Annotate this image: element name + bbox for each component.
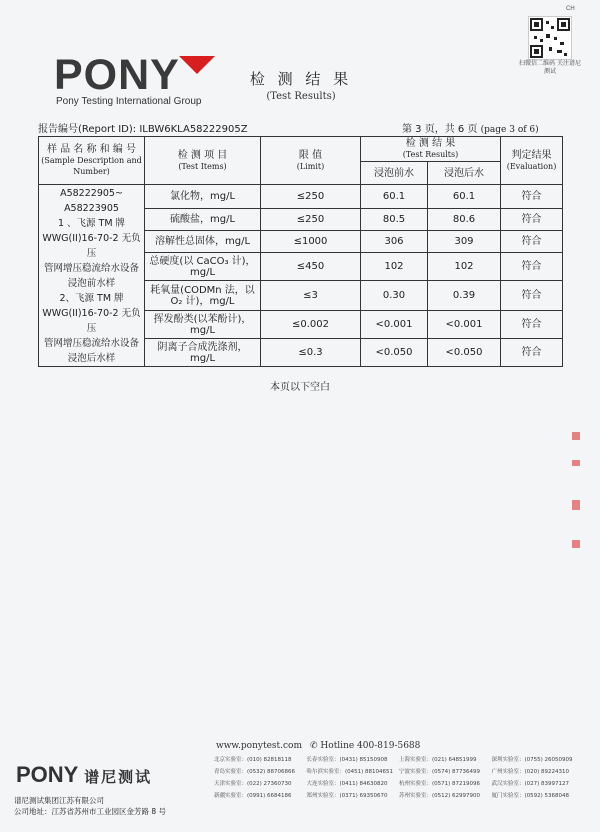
seal-mark xyxy=(572,432,580,440)
pony-logo: PONY xyxy=(54,51,180,99)
test-item: 氯化物，mg/L xyxy=(145,185,261,209)
evaluation: 符合 xyxy=(501,281,563,311)
sample-description-cell: A58222905~ A58223905 1 、飞源 TM 牌 WWG(II)16-70-2 无负压 管网增压稳流给水设备 浸泡前水样 2、飞源 TM 牌 WWG(II)16-70-2 无负压 管网增压稳流给水设备 浸泡后水样 xyxy=(39,185,145,367)
test-item: 硫酸盐，mg/L xyxy=(145,209,261,231)
lab-contact-list xyxy=(214,755,584,799)
evaluation: 符合 xyxy=(501,253,563,281)
test-item: 总硬度(以 CaCO₃ 计)，mg/L xyxy=(145,253,261,281)
lab-contact: 青岛实验室：(0532) 88706866 xyxy=(214,769,296,775)
result-before: 306 xyxy=(361,231,428,253)
lab-contact: 苏州实验室：(0512) 62997900 xyxy=(399,793,481,799)
footer-logo-en: PONY xyxy=(16,762,78,787)
page-number-en: (page 3 of 6) xyxy=(480,125,539,135)
seal-mark xyxy=(572,460,580,466)
result-before: 102 xyxy=(361,253,428,281)
limit-value: ≤3 xyxy=(261,281,361,311)
lab-contact: 厦门实验室：(0592) 5368048 xyxy=(491,793,570,799)
table-header-row xyxy=(39,137,563,162)
lab-contact: 宁波实验室：(0574) 87736499 xyxy=(399,769,481,775)
result-after: 102 xyxy=(428,253,501,281)
corner-mark: CH xyxy=(566,6,575,12)
footer-logo xyxy=(16,762,152,788)
seal-mark xyxy=(572,500,580,510)
lab-contact: 新疆实验室：(0991) 6684186 xyxy=(214,793,292,799)
result-before: 80.5 xyxy=(361,209,428,231)
qr-note: 扫微信二维码 关注谱尼测试 xyxy=(519,60,581,75)
result-before: <0.001 xyxy=(361,311,428,339)
header-results: 检 测 结 果 (Test Results) xyxy=(361,137,501,162)
page-title: 检 测 结 果 xyxy=(249,70,353,88)
evaluation: 符合 xyxy=(501,311,563,339)
lab-contact: 大连实验室：(0411) 84630820 xyxy=(306,781,388,787)
report-id-label: 报告编号(Report ID): xyxy=(38,124,137,135)
test-item: 溶解性总固体，mg/L xyxy=(145,231,261,253)
logo-subtitle: Pony Testing International Group xyxy=(56,96,202,107)
header-before: 浸泡前水 xyxy=(361,162,428,185)
website-link[interactable]: www.ponytest.com xyxy=(216,741,302,751)
results-table xyxy=(38,136,563,367)
lab-contact: 杭州实验室：(0571) 87219096 xyxy=(399,781,481,787)
result-after: 60.1 xyxy=(428,185,501,209)
lab-contact: 天津实验室：(022) 27360730 xyxy=(214,781,292,787)
limit-value: ≤250 xyxy=(261,185,361,209)
result-before: 60.1 xyxy=(361,185,428,209)
lab-contact: 深圳实验室：(0755) 26050909 xyxy=(491,757,573,763)
result-before: 0.30 xyxy=(361,281,428,311)
blank-page-note: 本页以下空白 xyxy=(270,382,330,393)
lab-contact: 郑州实验室：(0371) 69350670 xyxy=(306,793,388,799)
lab-contact: 北京实验室：(010) 82818118 xyxy=(214,757,292,763)
company-info xyxy=(14,795,166,817)
result-after: 309 xyxy=(428,231,501,253)
lab-contact: 广州实验室：(020) 89224310 xyxy=(491,769,570,775)
lab-contact: 上海实验室：(021) 64851999 xyxy=(399,757,477,763)
result-before: <0.050 xyxy=(361,339,428,367)
result-after: 80.6 xyxy=(428,209,501,231)
logo-triangle-icon xyxy=(175,54,217,94)
evaluation: 符合 xyxy=(501,209,563,231)
page-number xyxy=(402,120,539,135)
header-after: 浸泡后水 xyxy=(428,162,501,185)
header-limit: 限 值 (Limit) xyxy=(261,137,361,185)
limit-value: ≤0.002 xyxy=(261,311,361,339)
qr-code xyxy=(528,16,572,60)
phone-icon: ✆ xyxy=(310,741,318,751)
footer-logo-cn: 谱尼测试 xyxy=(84,768,153,786)
test-item: 阴离子合成洗涤剂，mg/L xyxy=(145,339,261,367)
lab-contact: 长春实验室：(0431) 85150908 xyxy=(306,757,388,763)
header-evaluation: 判定结果 (Evaluation) xyxy=(501,137,563,185)
qr-code-icon xyxy=(529,17,571,59)
result-after: <0.050 xyxy=(428,339,501,367)
evaluation: 符合 xyxy=(501,231,563,253)
company-name: 谱尼测试集团江苏有限公司 xyxy=(14,796,104,805)
result-after: <0.001 xyxy=(428,311,501,339)
limit-value: ≤250 xyxy=(261,209,361,231)
limit-value: ≤450 xyxy=(261,253,361,281)
limit-value: ≤1000 xyxy=(261,231,361,253)
evaluation: 符合 xyxy=(501,339,563,367)
lab-contact: 哈尔滨实验室：(0451) 88104651 xyxy=(306,769,394,775)
evaluation: 符合 xyxy=(501,185,563,209)
report-id xyxy=(38,120,248,135)
lab-contact: 武汉实验室：(027) 83997127 xyxy=(491,781,570,787)
table-row xyxy=(39,185,563,209)
result-after: 0.39 xyxy=(428,281,501,311)
header-sample: 样 品 名 称 和 编 号 (Sample Description and Number) xyxy=(39,137,145,185)
header-items: 检 测 项 目 (Test Items) xyxy=(145,137,261,185)
test-item: 挥发酚类(以苯酚计)，mg/L xyxy=(145,311,261,339)
seal-mark xyxy=(572,540,580,548)
page-number-cn: 第 3 页，共 6 页 xyxy=(402,124,478,135)
limit-value: ≤0.3 xyxy=(261,339,361,367)
report-id-value: ILBW6KLA58222905Z xyxy=(139,124,248,135)
company-address: 公司地址：江苏省苏州市工业园区金芳路 8 号 xyxy=(14,807,167,816)
page-title-en: (Test Results) xyxy=(266,91,336,102)
test-item: 耗氧量(CODMn 法，以 O₂ 计)，mg/L xyxy=(145,281,261,311)
hotline: ✆ Hotline 400-819-5688 xyxy=(310,741,421,751)
